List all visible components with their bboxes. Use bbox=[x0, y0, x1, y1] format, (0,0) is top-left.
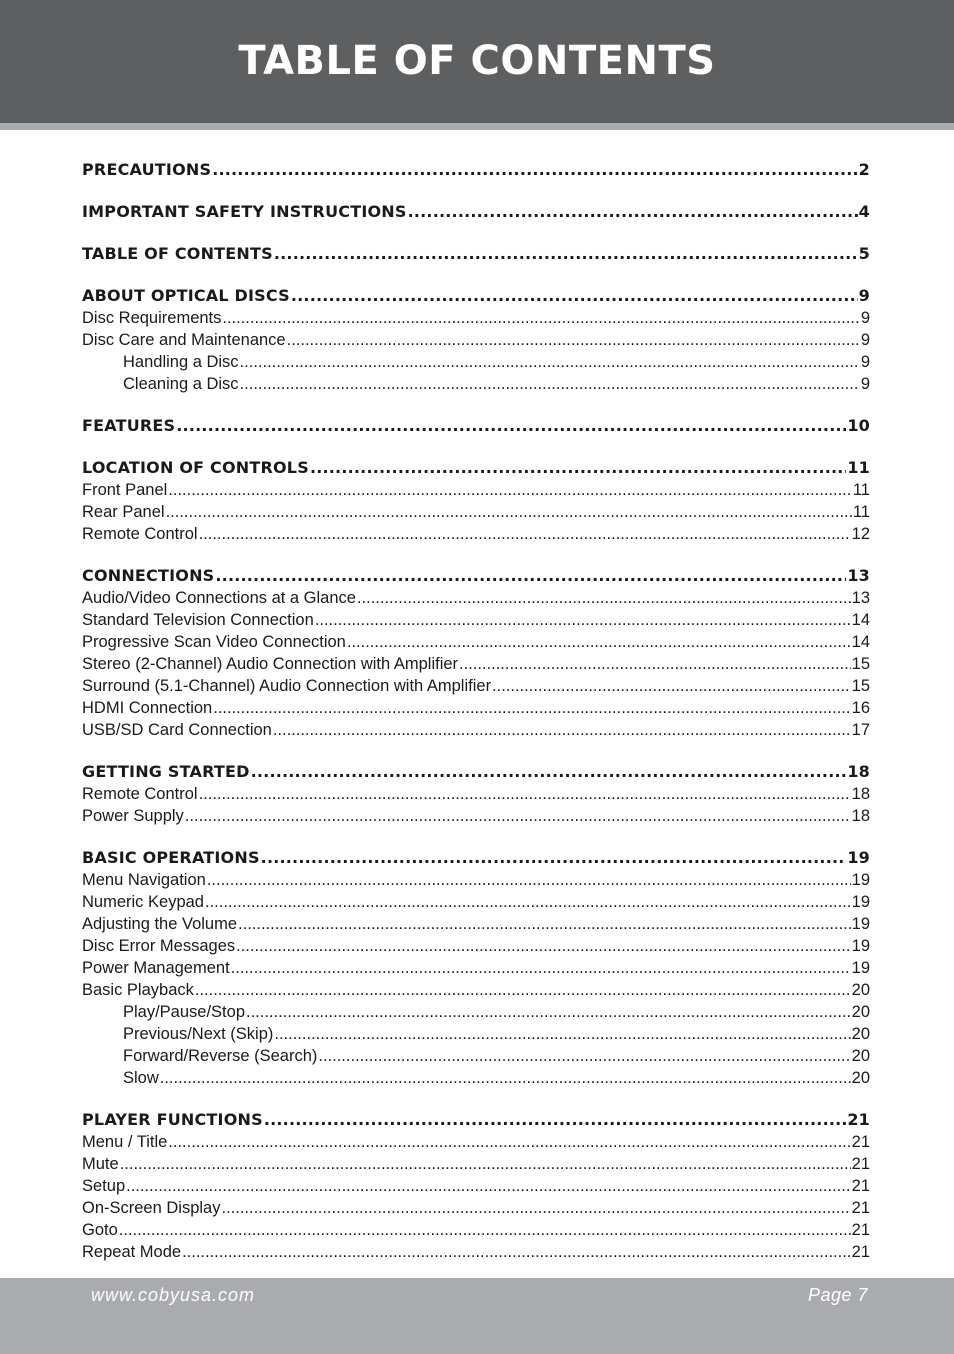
dot-leader bbox=[221, 1197, 850, 1219]
toc-page-number: 19 bbox=[847, 848, 870, 867]
toc-entry-row bbox=[82, 1197, 870, 1219]
dot-leader bbox=[182, 1241, 851, 1263]
toc-page-number: 19 bbox=[851, 871, 870, 889]
dot-leader bbox=[207, 869, 851, 891]
toc-entry-label: CONNECTIONS bbox=[82, 566, 215, 585]
toc-page-number: 15 bbox=[851, 677, 870, 695]
toc-entry-row bbox=[82, 1131, 870, 1153]
toc-page-number: 18 bbox=[847, 762, 870, 781]
toc-section-row bbox=[82, 201, 870, 223]
dot-leader bbox=[310, 457, 846, 479]
toc-page-number: 21 bbox=[851, 1199, 870, 1217]
toc-page-number: 20 bbox=[851, 1003, 870, 1021]
dot-leader bbox=[315, 609, 851, 631]
toc-entry-label: Menu Navigation bbox=[82, 871, 206, 889]
toc-section-row bbox=[82, 457, 870, 479]
toc-entry-label: Standard Television Connection bbox=[82, 611, 314, 629]
toc-page-number: 9 bbox=[860, 375, 870, 393]
toc-entry-label: Rear Panel bbox=[82, 503, 165, 521]
toc-entry-row bbox=[82, 351, 870, 373]
toc-entry-label: Mute bbox=[82, 1155, 119, 1173]
toc-entry-label: Surround (5.1-Channel) Audio Connection with Amplifier bbox=[82, 677, 492, 695]
toc-section-row bbox=[82, 761, 870, 783]
toc-entry-row bbox=[82, 609, 870, 631]
toc-section-row bbox=[82, 565, 870, 587]
toc-entry-label: Goto bbox=[82, 1221, 118, 1239]
dot-leader bbox=[199, 783, 851, 805]
toc-entry-row bbox=[82, 913, 870, 935]
toc-page-number: 20 bbox=[851, 981, 870, 999]
toc-page-number: 20 bbox=[851, 1047, 870, 1065]
toc-entry-row bbox=[82, 957, 870, 979]
toc-entry-row bbox=[82, 329, 870, 351]
dot-leader bbox=[347, 631, 851, 653]
toc-entry-label: Adjusting the Volume bbox=[82, 915, 238, 933]
toc-page-number: 21 bbox=[851, 1177, 870, 1195]
dot-leader bbox=[291, 285, 858, 307]
toc-entry-label: HDMI Connection bbox=[82, 699, 213, 717]
dot-leader bbox=[205, 891, 851, 913]
dot-leader bbox=[195, 979, 851, 1001]
toc-entry-row bbox=[82, 1045, 870, 1067]
footer-url[interactable]: www.cobyusa.com bbox=[91, 1285, 256, 1305]
toc-entry-label: PLAYER FUNCTIONS bbox=[82, 1110, 263, 1129]
toc-page-number: 9 bbox=[858, 286, 870, 305]
toc-entry-label: USB/SD Card Connection bbox=[82, 721, 272, 739]
dot-leader bbox=[213, 697, 850, 719]
toc-entry-row bbox=[82, 653, 870, 675]
dot-leader bbox=[119, 1219, 851, 1241]
page-title: TABLE OF CONTENTS bbox=[238, 38, 716, 84]
toc-entry-label: LOCATION OF CONTROLS bbox=[82, 458, 309, 477]
toc-page-number: 14 bbox=[851, 611, 870, 629]
toc-entry-row bbox=[82, 1219, 870, 1241]
toc-entry-label: Previous/Next (Skip) bbox=[123, 1025, 274, 1043]
toc-page-number: 10 bbox=[847, 416, 870, 435]
toc-entry-row bbox=[82, 307, 870, 329]
toc-entry-label: Power Management bbox=[82, 959, 230, 977]
toc-page-number: 9 bbox=[860, 331, 870, 349]
toc-entry-row bbox=[82, 891, 870, 913]
toc-page-number: 19 bbox=[851, 915, 870, 933]
dot-leader bbox=[274, 243, 858, 265]
toc-page-number: 11 bbox=[852, 481, 870, 499]
toc-entry-row bbox=[82, 1001, 870, 1023]
toc-page-number: 19 bbox=[851, 937, 870, 955]
dot-leader bbox=[199, 523, 851, 545]
dot-leader bbox=[261, 847, 847, 869]
toc-entry-label: Disc Error Messages bbox=[82, 937, 236, 955]
dot-leader bbox=[168, 479, 852, 501]
toc-entry-label: Remote Control bbox=[82, 785, 198, 803]
toc-page-number: 21 bbox=[851, 1133, 870, 1151]
dot-leader bbox=[120, 1153, 851, 1175]
toc-entry-label: On-Screen Display bbox=[82, 1199, 221, 1217]
toc-entry-row bbox=[82, 587, 870, 609]
dot-leader bbox=[238, 913, 851, 935]
dot-leader bbox=[492, 675, 851, 697]
dot-leader bbox=[287, 329, 860, 351]
toc-entry-label: Numeric Keypad bbox=[82, 893, 204, 911]
toc-entry-row bbox=[82, 501, 870, 523]
toc-page-number: 12 bbox=[851, 525, 870, 543]
toc-page-number: 15 bbox=[851, 655, 870, 673]
toc-page-number: 5 bbox=[858, 244, 870, 263]
toc-page-number: 18 bbox=[851, 785, 870, 803]
dot-leader bbox=[408, 201, 858, 223]
toc-entry-label: Disc Care and Maintenance bbox=[82, 331, 286, 349]
toc-entry-row bbox=[82, 479, 870, 501]
dot-leader bbox=[231, 957, 851, 979]
toc-entry-label: Cleaning a Disc bbox=[123, 375, 239, 393]
toc-page-number: 11 bbox=[847, 458, 870, 477]
toc-entry-row bbox=[82, 1175, 870, 1197]
toc-entry-label: Front Panel bbox=[82, 481, 168, 499]
table-of-contents bbox=[82, 159, 870, 1263]
toc-entry-label: Forward/Reverse (Search) bbox=[123, 1047, 318, 1065]
toc-page-number: 4 bbox=[858, 202, 870, 221]
dot-leader bbox=[166, 501, 852, 523]
toc-entry-label: Power Supply bbox=[82, 807, 184, 825]
dot-leader bbox=[160, 1067, 851, 1089]
toc-section-row bbox=[82, 847, 870, 869]
toc-entry-label: Slow bbox=[123, 1069, 159, 1087]
toc-page-number: 20 bbox=[851, 1069, 870, 1087]
toc-entry-label: TABLE OF CONTENTS bbox=[82, 244, 273, 263]
toc-entry-label: PRECAUTIONS bbox=[82, 160, 212, 179]
dot-leader bbox=[126, 1175, 851, 1197]
dot-leader bbox=[251, 761, 847, 783]
toc-section-row bbox=[82, 1109, 870, 1131]
dot-leader bbox=[185, 805, 851, 827]
toc-page-number: 19 bbox=[851, 959, 870, 977]
toc-entry-label: Progressive Scan Video Connection bbox=[82, 633, 346, 651]
toc-entry-label: Audio/Video Connections at a Glance bbox=[82, 589, 356, 607]
toc-section-row bbox=[82, 243, 870, 265]
toc-entry-label: Disc Requirements bbox=[82, 309, 222, 327]
toc-entry-label: Play/Pause/Stop bbox=[123, 1003, 245, 1021]
dot-leader bbox=[459, 653, 851, 675]
toc-entry-label: Menu / Title bbox=[82, 1133, 168, 1151]
toc-entry-row bbox=[82, 719, 870, 741]
toc-entry-label: IMPORTANT SAFETY INSTRUCTIONS bbox=[82, 202, 407, 221]
toc-section-row bbox=[82, 285, 870, 307]
dot-leader bbox=[236, 935, 851, 957]
toc-entry-label: GETTING STARTED bbox=[82, 762, 250, 781]
toc-entry-row bbox=[82, 1241, 870, 1263]
toc-entry-label: Handling a Disc bbox=[123, 353, 239, 371]
toc-page-number: 19 bbox=[851, 893, 870, 911]
dot-leader bbox=[240, 373, 860, 395]
dot-leader bbox=[222, 307, 859, 329]
toc-entry-row bbox=[82, 697, 870, 719]
toc-section-row bbox=[82, 159, 870, 181]
toc-page-number: 11 bbox=[852, 503, 870, 521]
footer-page-number: Page 7 bbox=[807, 1285, 868, 1305]
dot-leader bbox=[212, 159, 857, 181]
toc-page-number: 18 bbox=[851, 807, 870, 825]
dot-leader bbox=[246, 1001, 851, 1023]
toc-page-number: 16 bbox=[851, 699, 870, 717]
toc-entry-label: FEATURES bbox=[82, 416, 176, 435]
toc-entry-label: Setup bbox=[82, 1177, 126, 1195]
toc-page-number: 21 bbox=[851, 1155, 870, 1173]
toc-page-number: 17 bbox=[851, 721, 870, 739]
toc-page-number: 9 bbox=[860, 309, 870, 327]
toc-entry-row bbox=[82, 1023, 870, 1045]
toc-section-row bbox=[82, 415, 870, 437]
toc-page-number: 13 bbox=[851, 589, 870, 607]
toc-entry-row bbox=[82, 805, 870, 827]
toc-entry-row bbox=[82, 675, 870, 697]
dot-leader bbox=[273, 719, 851, 741]
toc-page-number: 20 bbox=[851, 1025, 870, 1043]
dot-leader bbox=[264, 1109, 847, 1131]
toc-entry-label: Repeat Mode bbox=[82, 1243, 182, 1261]
toc-page-number: 13 bbox=[847, 566, 870, 585]
header-divider bbox=[0, 123, 954, 130]
dot-leader bbox=[176, 415, 846, 437]
toc-entry-row bbox=[82, 1067, 870, 1089]
dot-leader bbox=[240, 351, 860, 373]
toc-entry-row bbox=[82, 631, 870, 653]
toc-entry-row bbox=[82, 1153, 870, 1175]
dot-leader bbox=[274, 1023, 850, 1045]
toc-entry-label: Remote Control bbox=[82, 525, 198, 543]
dot-leader bbox=[318, 1045, 850, 1067]
dot-leader bbox=[357, 587, 851, 609]
toc-entry-row bbox=[82, 935, 870, 957]
toc-entry-label: Stereo (2-Channel) Audio Connection with Amplifier bbox=[82, 655, 459, 673]
toc-entry-row bbox=[82, 979, 870, 1001]
toc-entry-label: BASIC OPERATIONS bbox=[82, 848, 260, 867]
toc-entry-row bbox=[82, 869, 870, 891]
toc-entry-row bbox=[82, 373, 870, 395]
toc-entry-row bbox=[82, 783, 870, 805]
dot-leader bbox=[168, 1131, 850, 1153]
toc-page-number: 9 bbox=[860, 353, 870, 371]
toc-page-number: 14 bbox=[851, 633, 870, 651]
toc-entry-row bbox=[82, 523, 870, 545]
dot-leader bbox=[215, 565, 846, 587]
toc-page-number: 2 bbox=[858, 160, 870, 179]
toc-entry-label: ABOUT OPTICAL DISCS bbox=[82, 286, 290, 305]
toc-entry-label: Basic Playback bbox=[82, 981, 194, 999]
toc-page-number: 21 bbox=[847, 1110, 870, 1129]
toc-page-number: 21 bbox=[851, 1221, 870, 1239]
toc-page-number: 21 bbox=[851, 1243, 870, 1261]
